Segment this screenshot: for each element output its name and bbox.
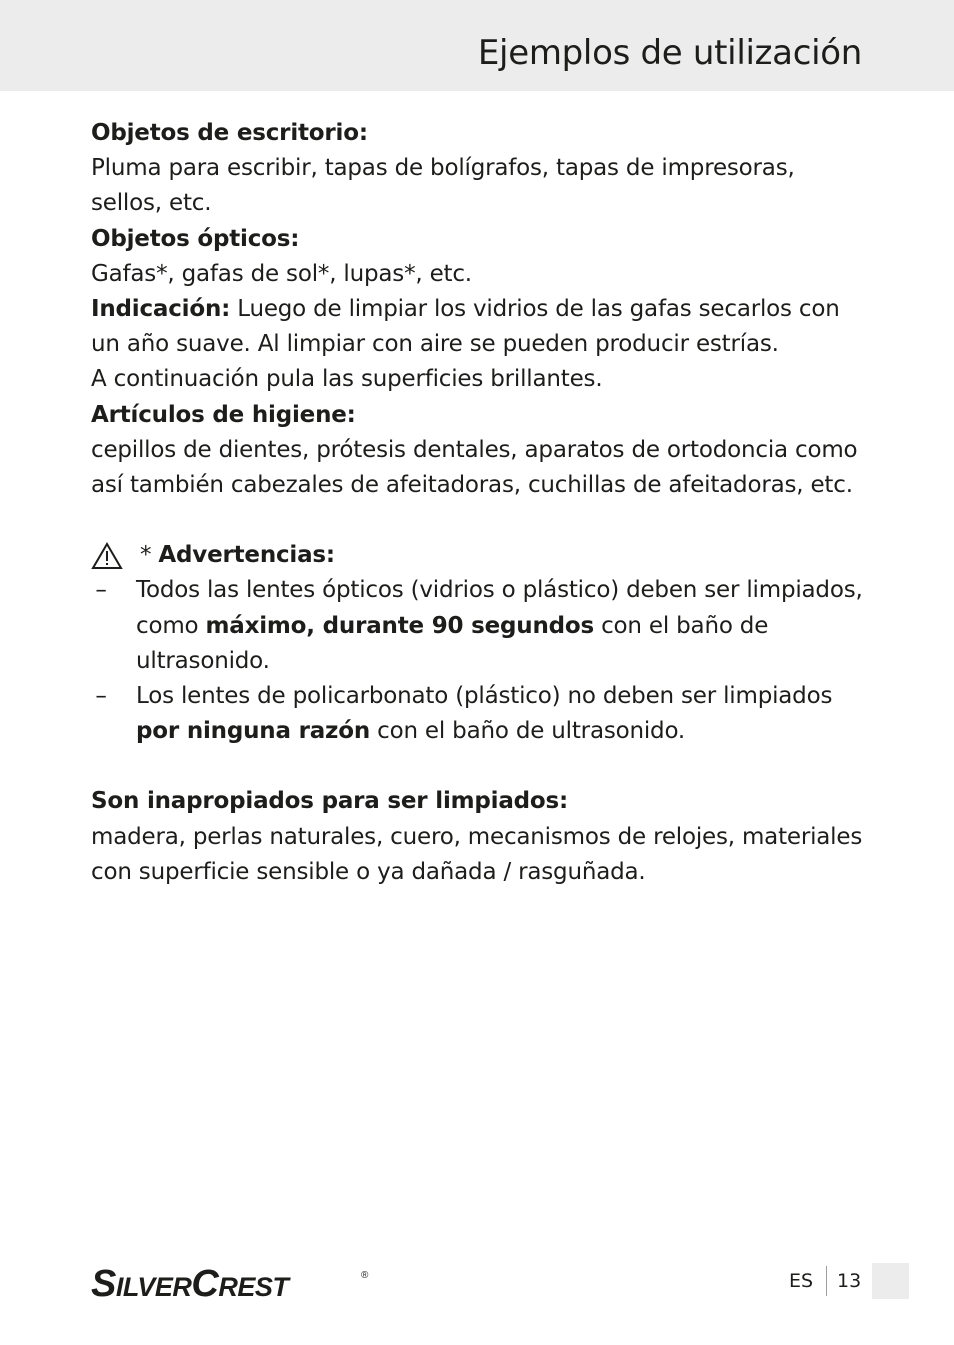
warning-item-text-end: con el baño de ultrasonido.	[136, 612, 769, 674]
footer-language: ES	[789, 1270, 814, 1292]
unsuitable-heading: Son inapropiados para ser limpiados:	[91, 788, 569, 815]
page-title: Ejemplos de utilización	[477, 33, 862, 73]
section-spacer	[91, 503, 871, 538]
warning-item-emphasis: máximo, durante 90 segundos	[205, 612, 594, 639]
optical-note-polish: A continuación pula las superficies brillantes.	[91, 366, 603, 393]
warning-triangle-icon	[91, 542, 123, 570]
desk-objects-heading: Objetos de escritorio:	[91, 120, 368, 146]
hygiene-heading: Artículos de higiene:	[91, 401, 356, 428]
bullet-dash: –	[95, 683, 107, 710]
optical-note-label: Indicación:	[91, 296, 231, 323]
optical-note	[91, 292, 871, 362]
page-content	[91, 116, 871, 890]
warnings-heading: Advertencias:	[158, 542, 335, 569]
page-edge-tab	[872, 1263, 909, 1299]
warning-item	[91, 679, 871, 749]
footer-divider	[826, 1266, 827, 1296]
hygiene-text: cepillos de dientes, prótesis dentales, aparatos de ortodoncia como así también cabezales de afeitadoras, cuchillas de afeitadoras, etc.	[91, 436, 858, 499]
optical-note-text: Luego de limpiar los vidrios de las gafas secarlos con un año suave. Al limpiar con aire se pueden producir estrías.	[91, 296, 840, 358]
warnings-heading-row	[91, 538, 871, 573]
warning-item-text: Todos las lentes ópticos (vidrios o plástico) deben ser limpiados, como	[136, 577, 863, 639]
warnings-asterisk: *	[140, 542, 159, 569]
warning-item	[91, 573, 871, 679]
optical-objects-text: Gafas*, gafas de sol*, lupas*, etc.	[91, 260, 472, 287]
unsuitable-text: madera, perlas naturales, cuero, mecanismos de relojes, materiales con superficie sensible o ya dañada / rasguñada.	[91, 823, 863, 885]
warning-item-text-end: con el baño de ultrasonido.	[370, 718, 686, 745]
silvercrest-logo	[91, 1262, 373, 1302]
svg-text:SILVERCREST: SILVERCREST	[91, 1263, 289, 1302]
warning-item-emphasis: por ninguna razón	[136, 718, 371, 745]
bullet-dash: –	[95, 577, 107, 604]
desk-objects-text: Pluma para escribir, tapas de bolígrafos, tapas de impresoras, sellos, etc.	[91, 155, 795, 217]
footer-page-number: 13	[837, 1270, 862, 1292]
warning-item-text: Los lentes de policarbonato (plástico) no deben ser limpiados	[136, 683, 833, 710]
optical-objects-heading: Objetos ópticos:	[91, 225, 300, 252]
section-spacer	[91, 749, 871, 784]
svg-text:®: ®	[361, 1270, 369, 1281]
